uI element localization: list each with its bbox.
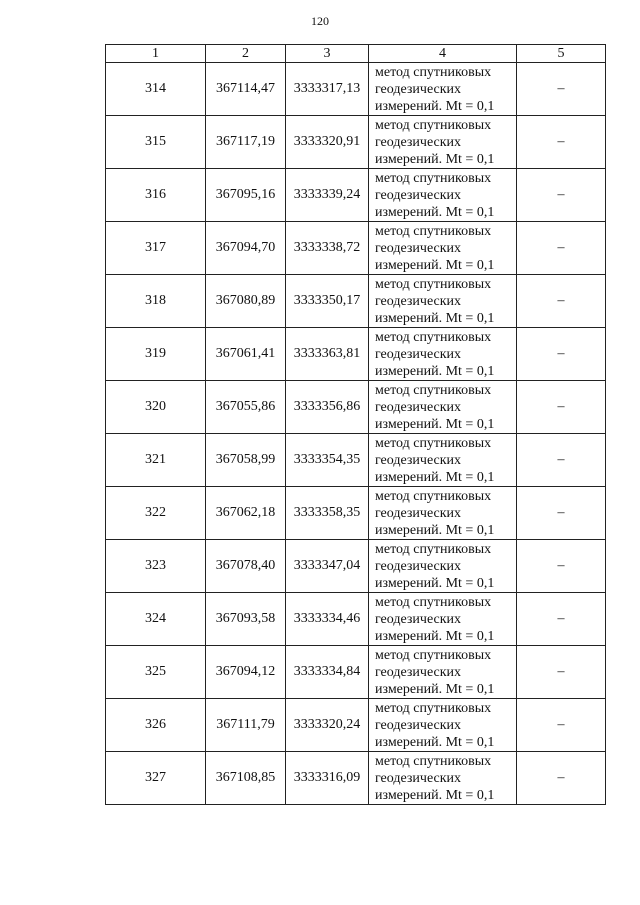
x-coordinate-cell: 367055,86	[206, 381, 286, 434]
y-coordinate-cell: 3333363,81	[286, 328, 369, 381]
point-number-cell: 319	[106, 328, 206, 381]
note-cell: –	[517, 169, 606, 222]
method-cell: метод спутниковых геодезических измерений. Mt = 0,1	[369, 593, 517, 646]
table-row	[106, 63, 606, 116]
y-coordinate-cell: 3333320,91	[286, 116, 369, 169]
x-coordinate-cell: 367094,12	[206, 646, 286, 699]
method-cell: метод спутниковых геодезических измерений. Mt = 0,1	[369, 381, 517, 434]
coordinates-table	[105, 44, 606, 805]
y-coordinate-cell: 3333350,17	[286, 275, 369, 328]
point-number-cell: 314	[106, 63, 206, 116]
method-cell: метод спутниковых геодезических измерений. Mt = 0,1	[369, 116, 517, 169]
table-row	[106, 699, 606, 752]
x-coordinate-cell: 367111,79	[206, 699, 286, 752]
note-cell: –	[517, 328, 606, 381]
point-number-cell: 316	[106, 169, 206, 222]
table-row	[106, 116, 606, 169]
method-cell: метод спутниковых геодезических измерений. Mt = 0,1	[369, 169, 517, 222]
note-cell: –	[517, 381, 606, 434]
table-row	[106, 593, 606, 646]
column-header: 5	[517, 45, 606, 63]
method-cell: метод спутниковых геодезических измерений. Mt = 0,1	[369, 540, 517, 593]
x-coordinate-cell: 367095,16	[206, 169, 286, 222]
column-header: 2	[206, 45, 286, 63]
point-number-cell: 326	[106, 699, 206, 752]
method-cell: метод спутниковых геодезических измерений. Mt = 0,1	[369, 646, 517, 699]
table-row	[106, 169, 606, 222]
table-row	[106, 646, 606, 699]
point-number-cell: 321	[106, 434, 206, 487]
point-number-cell: 324	[106, 593, 206, 646]
note-cell: –	[517, 222, 606, 275]
y-coordinate-cell: 3333339,24	[286, 169, 369, 222]
note-cell: –	[517, 646, 606, 699]
page-number: 120	[311, 14, 329, 28]
note-cell: –	[517, 699, 606, 752]
y-coordinate-cell: 3333356,86	[286, 381, 369, 434]
table-body	[106, 63, 606, 805]
method-cell: метод спутниковых геодезических измерений. Mt = 0,1	[369, 434, 517, 487]
y-coordinate-cell: 3333334,46	[286, 593, 369, 646]
y-coordinate-cell: 3333316,09	[286, 752, 369, 805]
point-number-cell: 325	[106, 646, 206, 699]
table-row	[106, 487, 606, 540]
x-coordinate-cell: 367093,58	[206, 593, 286, 646]
x-coordinate-cell: 367108,85	[206, 752, 286, 805]
table-header	[106, 45, 606, 63]
y-coordinate-cell: 3333317,13	[286, 63, 369, 116]
method-cell: метод спутниковых геодезических измерений. Mt = 0,1	[369, 63, 517, 116]
method-cell: метод спутниковых геодезических измерений. Mt = 0,1	[369, 487, 517, 540]
note-cell: –	[517, 63, 606, 116]
table-row	[106, 328, 606, 381]
table-row	[106, 434, 606, 487]
method-cell: метод спутниковых геодезических измерений. Mt = 0,1	[369, 222, 517, 275]
column-header: 4	[369, 45, 517, 63]
x-coordinate-cell: 367094,70	[206, 222, 286, 275]
x-coordinate-cell: 367058,99	[206, 434, 286, 487]
column-header: 3	[286, 45, 369, 63]
point-number-cell: 317	[106, 222, 206, 275]
table-row	[106, 275, 606, 328]
method-cell: метод спутниковых геодезических измерений. Mt = 0,1	[369, 328, 517, 381]
note-cell: –	[517, 116, 606, 169]
header-row	[106, 45, 606, 63]
y-coordinate-cell: 3333358,35	[286, 487, 369, 540]
point-number-cell: 320	[106, 381, 206, 434]
y-coordinate-cell: 3333334,84	[286, 646, 369, 699]
y-coordinate-cell: 3333338,72	[286, 222, 369, 275]
x-coordinate-cell: 367080,89	[206, 275, 286, 328]
point-number-cell: 315	[106, 116, 206, 169]
note-cell: –	[517, 487, 606, 540]
note-cell: –	[517, 275, 606, 328]
column-header: 1	[106, 45, 206, 63]
point-number-cell: 323	[106, 540, 206, 593]
x-coordinate-cell: 367062,18	[206, 487, 286, 540]
point-number-cell: 327	[106, 752, 206, 805]
table-row	[106, 222, 606, 275]
x-coordinate-cell: 367061,41	[206, 328, 286, 381]
note-cell: –	[517, 540, 606, 593]
x-coordinate-cell: 367078,40	[206, 540, 286, 593]
point-number-cell: 322	[106, 487, 206, 540]
method-cell: метод спутниковых геодезических измерений. Mt = 0,1	[369, 752, 517, 805]
x-coordinate-cell: 367117,19	[206, 116, 286, 169]
y-coordinate-cell: 3333320,24	[286, 699, 369, 752]
point-number-cell: 318	[106, 275, 206, 328]
table-row	[106, 381, 606, 434]
note-cell: –	[517, 593, 606, 646]
note-cell: –	[517, 434, 606, 487]
method-cell: метод спутниковых геодезических измерений. Mt = 0,1	[369, 699, 517, 752]
x-coordinate-cell: 367114,47	[206, 63, 286, 116]
y-coordinate-cell: 3333347,04	[286, 540, 369, 593]
method-cell: метод спутниковых геодезических измерений. Mt = 0,1	[369, 275, 517, 328]
table-row	[106, 752, 606, 805]
note-cell: –	[517, 752, 606, 805]
y-coordinate-cell: 3333354,35	[286, 434, 369, 487]
table-row	[106, 540, 606, 593]
